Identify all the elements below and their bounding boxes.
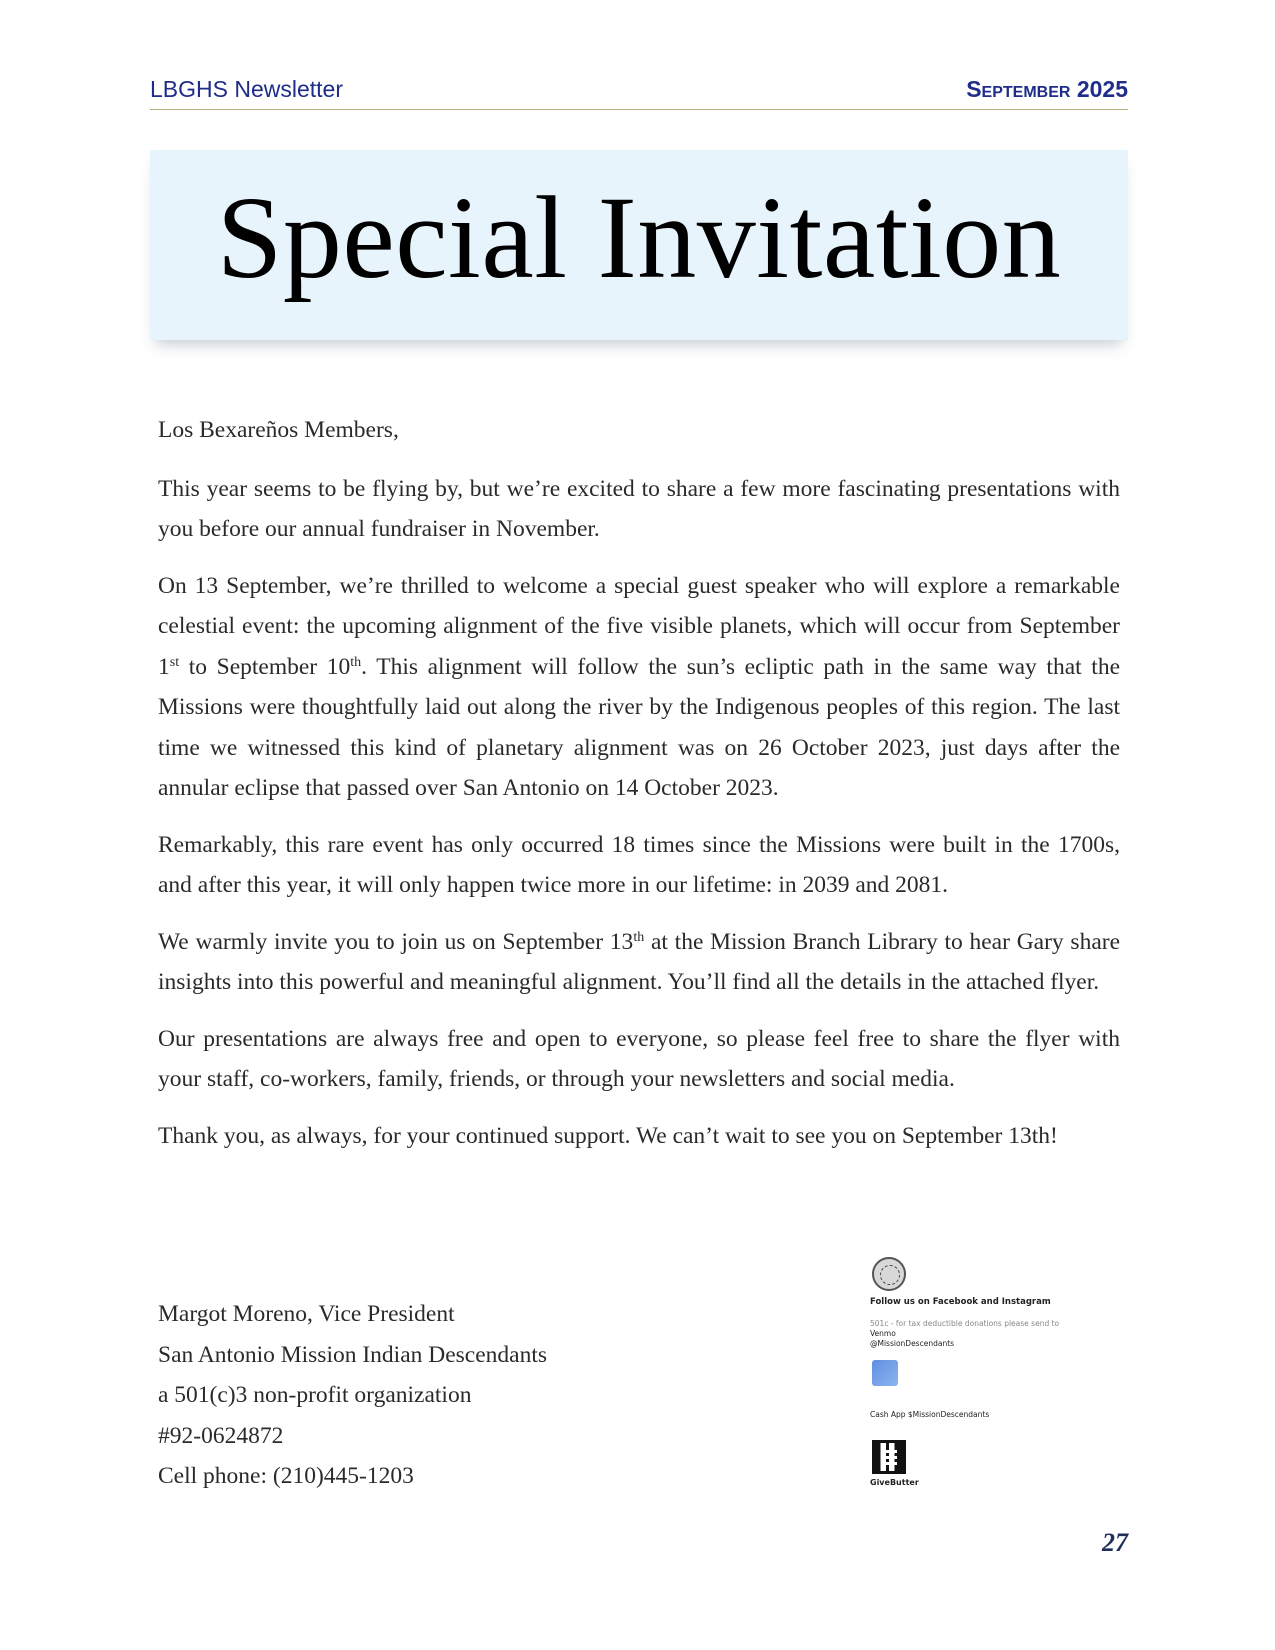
letter-body: [158, 410, 1120, 1172]
paragraph-invite: [158, 922, 1120, 1003]
paragraph-invite-part-1: We warmly invite you to join us on September 13: [158, 928, 634, 955]
signer-phone: Cell phone: (210)445-1203: [158, 1463, 414, 1489]
cash-app-handle: Cash App $MissionDescendants: [870, 1410, 990, 1419]
qr-code-icon: [872, 1440, 906, 1474]
paragraph-event-part-2: to September 10: [179, 653, 351, 680]
venmo-icon: [872, 1360, 898, 1386]
paragraph-event-part-3: . This alignment will follow the sun’s ecliptic path in the same way that the Missions were thoughtfully laid out along the river by the Indigenous peoples of this region. The last time we witnessed this kind of planetary alignment was on 26 October 2023, just days after the annular eclipse that passed over San Antonio on 14 October 2023.: [158, 653, 1121, 801]
social-follow-text: Follow us on Facebook and Instagram: [870, 1297, 1051, 1307]
ordinal-suffix: th: [350, 654, 362, 670]
givebutter-label: GiveButter: [870, 1478, 919, 1487]
paragraph-event: [158, 566, 1120, 809]
salutation: Los Bexareños Members,: [158, 417, 399, 443]
organization-status: a 501(c)3 non-profit organization: [158, 1382, 472, 1408]
paragraph-share: Our presentations are always free and open to everyone, so please feel free to share the flyer with your staff, co-workers, family, friends, or through your newsletters and social media.: [158, 1025, 1120, 1092]
donation-card: [870, 1255, 1060, 1495]
paragraph-invite-part-2: at the Mission Branch Library to hear Gary share insights into this powerful and meaningful alignment. You’ll find all the details in the attached flyer.: [158, 928, 1121, 995]
title-banner: [150, 150, 1128, 340]
venmo-handle: @MissionDescendants: [870, 1339, 955, 1348]
ordinal-suffix: th: [633, 929, 645, 945]
venmo-label: Venmo: [870, 1329, 896, 1338]
issue-date: September 2025: [966, 76, 1128, 102]
paragraph-event-part-1: On 13 September, we’re thrilled to welcome a special guest speaker who will explore a remarkable celestial event: the upcoming alignment of the five visible planets, which will occur from September 1: [158, 572, 1120, 680]
donation-note: 501c - for tax deductible donations please send to: [870, 1319, 1060, 1328]
paragraph-intro: This year seems to be flying by, but we’re excited to share a few more fascinating presentations with you before our annual fundraiser in November.: [158, 475, 1120, 542]
page-number: 27: [1102, 1528, 1128, 1557]
newsletter-name: LBGHS Newsletter: [150, 76, 344, 102]
paragraph-thanks: Thank you, as always, for your continued support. We can’t wait to see you on September 13th!: [158, 1122, 1058, 1149]
venmo-info: [870, 1329, 954, 1349]
signer-organization: San Antonio Mission Indian Descendants: [158, 1341, 548, 1368]
page-title: Special Invitation: [216, 172, 1062, 303]
page-header: [150, 72, 1128, 110]
ordinal-suffix: st: [169, 654, 180, 670]
paragraph-history: Remarkably, this rare event has only occurred 18 times since the Missions were built in the 1700s, and after this year, it will only happen twice more in our lifetime: in 2039 and 2081.: [158, 831, 1120, 898]
seal-icon: [872, 1257, 906, 1291]
signature-block: [158, 1294, 718, 1497]
organization-ein: #92-0624872: [158, 1422, 284, 1449]
signer-name: Margot Moreno, Vice President: [158, 1301, 455, 1327]
